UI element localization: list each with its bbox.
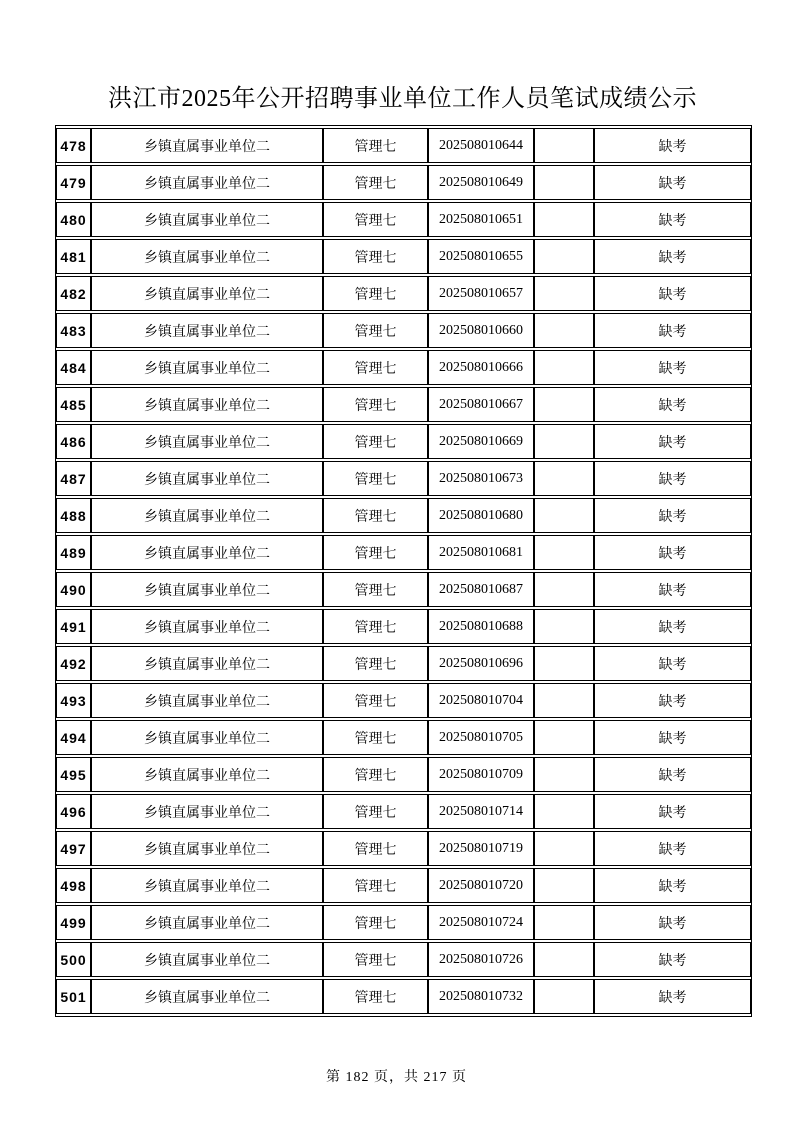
row-number-cell: 479 (56, 165, 91, 200)
unit-name-cell: 乡镇直属事业单位二 (91, 313, 323, 348)
position-name-cell: 管理七 (323, 757, 428, 792)
row-number-cell: 486 (56, 424, 91, 459)
row-number-cell: 501 (56, 979, 91, 1014)
row-number-cell: 487 (56, 461, 91, 496)
score-cell (534, 165, 594, 200)
unit-name-cell: 乡镇直属事业单位二 (91, 387, 323, 422)
unit-name-cell: 乡镇直属事业单位二 (91, 572, 323, 607)
unit-name-cell: 乡镇直属事业单位二 (91, 942, 323, 977)
position-name-cell: 管理七 (323, 572, 428, 607)
score-cell (534, 498, 594, 533)
position-name-cell: 管理七 (323, 498, 428, 533)
row-number-cell: 499 (56, 905, 91, 940)
exam-number-cell: 202508010687 (428, 572, 534, 607)
table-row (56, 387, 751, 422)
table-row (56, 202, 751, 237)
exam-number-cell: 202508010709 (428, 757, 534, 792)
score-cell (534, 424, 594, 459)
exam-number-cell: 202508010714 (428, 794, 534, 829)
unit-name-cell: 乡镇直属事业单位二 (91, 461, 323, 496)
score-cell (534, 979, 594, 1014)
remark-cell: 缺考 (594, 757, 751, 792)
unit-name-cell: 乡镇直属事业单位二 (91, 831, 323, 866)
exam-number-cell: 202508010669 (428, 424, 534, 459)
position-name-cell: 管理七 (323, 831, 428, 866)
score-cell (534, 609, 594, 644)
row-number-cell: 481 (56, 239, 91, 274)
unit-name-cell: 乡镇直属事业单位二 (91, 498, 323, 533)
remark-cell: 缺考 (594, 794, 751, 829)
exam-number-cell: 202508010673 (428, 461, 534, 496)
row-number-cell: 483 (56, 313, 91, 348)
unit-name-cell: 乡镇直属事业单位二 (91, 646, 323, 681)
score-table (55, 125, 752, 1017)
row-number-cell: 492 (56, 646, 91, 681)
score-cell (534, 350, 594, 385)
position-name-cell: 管理七 (323, 794, 428, 829)
row-number-cell: 491 (56, 609, 91, 644)
remark-cell: 缺考 (594, 387, 751, 422)
exam-number-cell: 202508010644 (428, 128, 534, 163)
score-cell (534, 720, 594, 755)
row-number-cell: 484 (56, 350, 91, 385)
unit-name-cell: 乡镇直属事业单位二 (91, 609, 323, 644)
exam-number-cell: 202508010667 (428, 387, 534, 422)
exam-number-cell: 202508010666 (428, 350, 534, 385)
table-row (56, 424, 751, 459)
position-name-cell: 管理七 (323, 202, 428, 237)
exam-number-cell: 202508010655 (428, 239, 534, 274)
remark-cell: 缺考 (594, 720, 751, 755)
position-name-cell: 管理七 (323, 276, 428, 311)
page-title: 洪江市2025年公开招聘事业单位工作人员笔试成绩公示 (108, 86, 697, 112)
table-row (56, 720, 751, 755)
score-cell (534, 313, 594, 348)
score-cell (534, 757, 594, 792)
score-cell (534, 461, 594, 496)
score-cell (534, 572, 594, 607)
unit-name-cell: 乡镇直属事业单位二 (91, 276, 323, 311)
unit-name-cell: 乡镇直属事业单位二 (91, 535, 323, 570)
position-name-cell: 管理七 (323, 387, 428, 422)
exam-number-cell: 202508010724 (428, 905, 534, 940)
unit-name-cell: 乡镇直属事业单位二 (91, 239, 323, 274)
unit-name-cell: 乡镇直属事业单位二 (91, 979, 323, 1014)
position-name-cell: 管理七 (323, 239, 428, 274)
exam-number-cell: 202508010719 (428, 831, 534, 866)
remark-cell: 缺考 (594, 239, 751, 274)
exam-number-cell: 202508010681 (428, 535, 534, 570)
remark-cell: 缺考 (594, 609, 751, 644)
exam-number-cell: 202508010696 (428, 646, 534, 681)
position-name-cell: 管理七 (323, 313, 428, 348)
score-cell (534, 276, 594, 311)
score-cell (534, 646, 594, 681)
remark-cell: 缺考 (594, 128, 751, 163)
unit-name-cell: 乡镇直属事业单位二 (91, 128, 323, 163)
exam-number-cell: 202508010726 (428, 942, 534, 977)
row-number-cell: 500 (56, 942, 91, 977)
remark-cell: 缺考 (594, 572, 751, 607)
unit-name-cell: 乡镇直属事业单位二 (91, 757, 323, 792)
exam-number-cell: 202508010720 (428, 868, 534, 903)
remark-cell: 缺考 (594, 683, 751, 718)
score-cell (534, 831, 594, 866)
exam-number-cell: 202508010680 (428, 498, 534, 533)
table-row (56, 794, 751, 829)
exam-number-cell: 202508010732 (428, 979, 534, 1014)
row-number-cell: 496 (56, 794, 91, 829)
table-row (56, 276, 751, 311)
table-row (56, 128, 751, 163)
table-row (56, 239, 751, 274)
position-name-cell: 管理七 (323, 942, 428, 977)
table-row (56, 572, 751, 607)
remark-cell: 缺考 (594, 461, 751, 496)
row-number-cell: 497 (56, 831, 91, 866)
score-cell (534, 942, 594, 977)
row-number-cell: 495 (56, 757, 91, 792)
table-row (56, 683, 751, 718)
remark-cell: 缺考 (594, 979, 751, 1014)
row-number-cell: 489 (56, 535, 91, 570)
remark-cell: 缺考 (594, 350, 751, 385)
position-name-cell: 管理七 (323, 868, 428, 903)
score-cell (534, 128, 594, 163)
position-name-cell: 管理七 (323, 979, 428, 1014)
table-row (56, 905, 751, 940)
position-name-cell: 管理七 (323, 165, 428, 200)
row-number-cell: 493 (56, 683, 91, 718)
table-row (56, 831, 751, 866)
exam-number-cell: 202508010704 (428, 683, 534, 718)
row-number-cell: 478 (56, 128, 91, 163)
table-row (56, 609, 751, 644)
table-row (56, 979, 751, 1014)
position-name-cell: 管理七 (323, 720, 428, 755)
row-number-cell: 485 (56, 387, 91, 422)
score-cell (534, 868, 594, 903)
score-cell (534, 387, 594, 422)
score-cell (534, 239, 594, 274)
table-row (56, 498, 751, 533)
exam-number-cell: 202508010688 (428, 609, 534, 644)
unit-name-cell: 乡镇直属事业单位二 (91, 683, 323, 718)
remark-cell: 缺考 (594, 646, 751, 681)
score-cell (534, 535, 594, 570)
position-name-cell: 管理七 (323, 424, 428, 459)
remark-cell: 缺考 (594, 942, 751, 977)
table-row (56, 350, 751, 385)
row-number-cell: 498 (56, 868, 91, 903)
page-footer: 第 182 页，共 217 页 (326, 1070, 467, 1085)
remark-cell: 缺考 (594, 535, 751, 570)
remark-cell: 缺考 (594, 165, 751, 200)
unit-name-cell: 乡镇直属事业单位二 (91, 905, 323, 940)
table-row (56, 535, 751, 570)
position-name-cell: 管理七 (323, 609, 428, 644)
score-cell (534, 202, 594, 237)
remark-cell: 缺考 (594, 424, 751, 459)
position-name-cell: 管理七 (323, 683, 428, 718)
exam-number-cell: 202508010660 (428, 313, 534, 348)
unit-name-cell: 乡镇直属事业单位二 (91, 720, 323, 755)
unit-name-cell: 乡镇直属事业单位二 (91, 350, 323, 385)
exam-number-cell: 202508010657 (428, 276, 534, 311)
remark-cell: 缺考 (594, 831, 751, 866)
remark-cell: 缺考 (594, 905, 751, 940)
table-row (56, 461, 751, 496)
row-number-cell: 490 (56, 572, 91, 607)
row-number-cell: 482 (56, 276, 91, 311)
table-row (56, 646, 751, 681)
remark-cell: 缺考 (594, 202, 751, 237)
position-name-cell: 管理七 (323, 905, 428, 940)
row-number-cell: 494 (56, 720, 91, 755)
table-row (56, 868, 751, 903)
unit-name-cell: 乡镇直属事业单位二 (91, 868, 323, 903)
position-name-cell: 管理七 (323, 535, 428, 570)
position-name-cell: 管理七 (323, 128, 428, 163)
position-name-cell: 管理七 (323, 461, 428, 496)
remark-cell: 缺考 (594, 498, 751, 533)
remark-cell: 缺考 (594, 276, 751, 311)
table-row (56, 165, 751, 200)
position-name-cell: 管理七 (323, 646, 428, 681)
score-cell (534, 794, 594, 829)
exam-number-cell: 202508010651 (428, 202, 534, 237)
unit-name-cell: 乡镇直属事业单位二 (91, 202, 323, 237)
score-cell (534, 905, 594, 940)
row-number-cell: 480 (56, 202, 91, 237)
exam-number-cell: 202508010649 (428, 165, 534, 200)
remark-cell: 缺考 (594, 313, 751, 348)
unit-name-cell: 乡镇直属事业单位二 (91, 165, 323, 200)
exam-number-cell: 202508010705 (428, 720, 534, 755)
score-cell (534, 683, 594, 718)
remark-cell: 缺考 (594, 868, 751, 903)
table-row (56, 313, 751, 348)
row-number-cell: 488 (56, 498, 91, 533)
table-row (56, 942, 751, 977)
unit-name-cell: 乡镇直属事业单位二 (91, 424, 323, 459)
unit-name-cell: 乡镇直属事业单位二 (91, 794, 323, 829)
table-row (56, 757, 751, 792)
position-name-cell: 管理七 (323, 350, 428, 385)
